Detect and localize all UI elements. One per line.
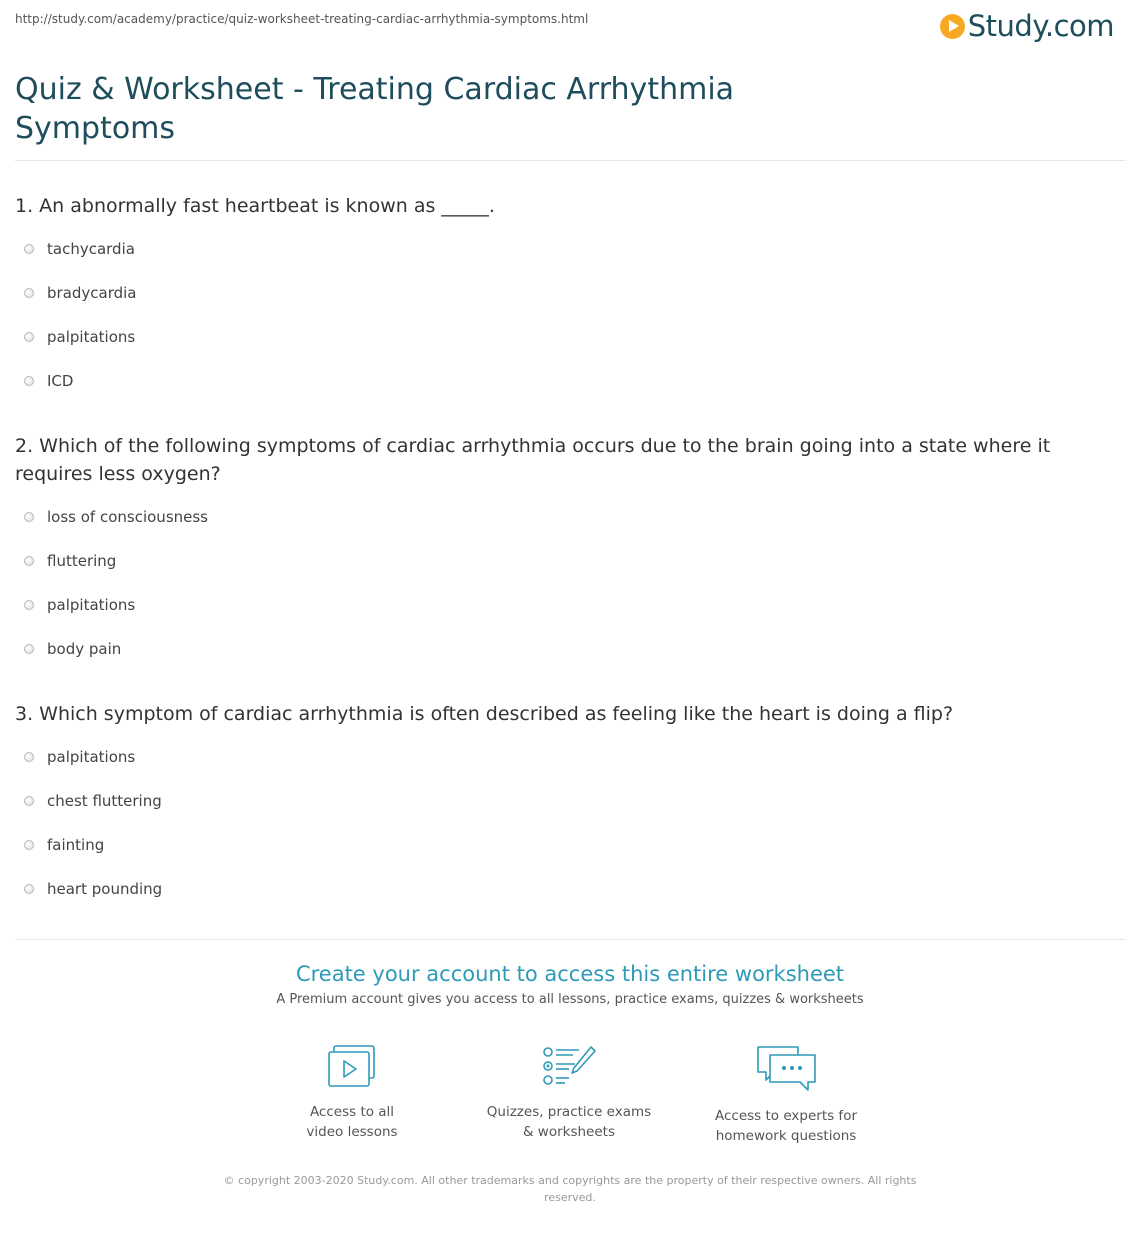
radio-button[interactable]: [24, 752, 34, 762]
page-url[interactable]: http://study.com/academy/practice/quiz-worksheet-treating-cardiac-arrhythmia-symptoms.html: [15, 12, 589, 26]
radio-button[interactable]: [24, 288, 34, 298]
cta-subtitle: A Premium account gives you access to all lessons, practice exams, quizzes & worksheets: [276, 992, 864, 1007]
q1-option-1[interactable]: [24, 238, 135, 260]
option-label: body pain: [47, 640, 122, 658]
feature-video-lessons: [252, 1044, 452, 1142]
q2-option-4[interactable]: [24, 638, 121, 660]
q3-option-4[interactable]: [24, 878, 162, 900]
option-label: ICD: [47, 372, 74, 390]
create-account-link[interactable]: Create your account to access this entire worksheet: [295, 962, 845, 986]
feature-line-1: Access to all: [309, 1104, 395, 1120]
option-label: loss of consciousness: [47, 508, 208, 526]
radio-button[interactable]: [24, 840, 34, 850]
q1-option-4[interactable]: [24, 370, 73, 392]
title-divider: [15, 160, 1125, 161]
q2-option-1[interactable]: [24, 506, 208, 528]
option-label: chest fluttering: [47, 792, 162, 810]
quiz-checklist-icon: [541, 1044, 597, 1088]
option-label: palpitations: [47, 328, 136, 346]
q1-option-2[interactable]: [24, 282, 137, 304]
top-bar: [0, 0, 1140, 60]
feature-line-1: Quizzes, practice exams: [486, 1104, 652, 1120]
radio-button[interactable]: [24, 796, 34, 806]
feature-line-2: video lessons: [306, 1124, 398, 1140]
question-3: 3. Which symptom of cardiac arrhythmia is often described as feeling like the heart is doing a flip?: [15, 703, 954, 725]
q3-option-1[interactable]: [24, 746, 135, 768]
question-2: 2. Which of the following symptoms of cardiac arrhythmia occurs due to the brain going into a state where it requires less oxygen?: [15, 435, 1051, 485]
copyright-notice: © copyright 2003-2020 Study.com. All other trademarks and copyrights are the property of their respective owners. All rights reserved.: [223, 1174, 917, 1204]
option-label: bradycardia: [47, 284, 137, 302]
option-label: tachycardia: [47, 240, 135, 258]
chat-bubbles-icon: [754, 1044, 818, 1092]
page-title: Quiz & Worksheet - Treating Cardiac Arrhythmia Symptoms: [15, 72, 735, 146]
q2-option-3[interactable]: [24, 594, 135, 616]
radio-button[interactable]: [24, 512, 34, 522]
play-circle-icon: [940, 14, 965, 39]
radio-button[interactable]: [24, 600, 34, 610]
video-lessons-icon: [326, 1044, 378, 1088]
q3-option-3[interactable]: [24, 834, 104, 856]
question-1: 1. An abnormally fast heartbeat is known as _____.: [15, 195, 495, 217]
cta-divider: [15, 939, 1125, 940]
option-label: heart pounding: [47, 880, 163, 898]
feature-line-2: & worksheets: [522, 1124, 615, 1140]
logo-text: Study.com: [967, 9, 1114, 43]
feature-line-1: Access to experts for: [714, 1108, 857, 1124]
option-label: palpitations: [47, 596, 136, 614]
q3-option-2[interactable]: [24, 790, 162, 812]
q2-option-2[interactable]: [24, 550, 116, 572]
q1-option-3[interactable]: [24, 326, 135, 348]
feature-line-2: homework questions: [715, 1128, 857, 1144]
radio-button[interactable]: [24, 644, 34, 654]
option-label: fluttering: [47, 552, 117, 570]
radio-button[interactable]: [24, 244, 34, 254]
radio-button[interactable]: [24, 884, 34, 894]
feature-quizzes: [469, 1044, 669, 1142]
option-label: palpitations: [47, 748, 136, 766]
feature-experts: [686, 1044, 886, 1146]
radio-button[interactable]: [24, 376, 34, 386]
radio-button[interactable]: [24, 332, 34, 342]
option-label: fainting: [47, 836, 105, 854]
study-logo[interactable]: [940, 6, 1114, 46]
radio-button[interactable]: [24, 556, 34, 566]
